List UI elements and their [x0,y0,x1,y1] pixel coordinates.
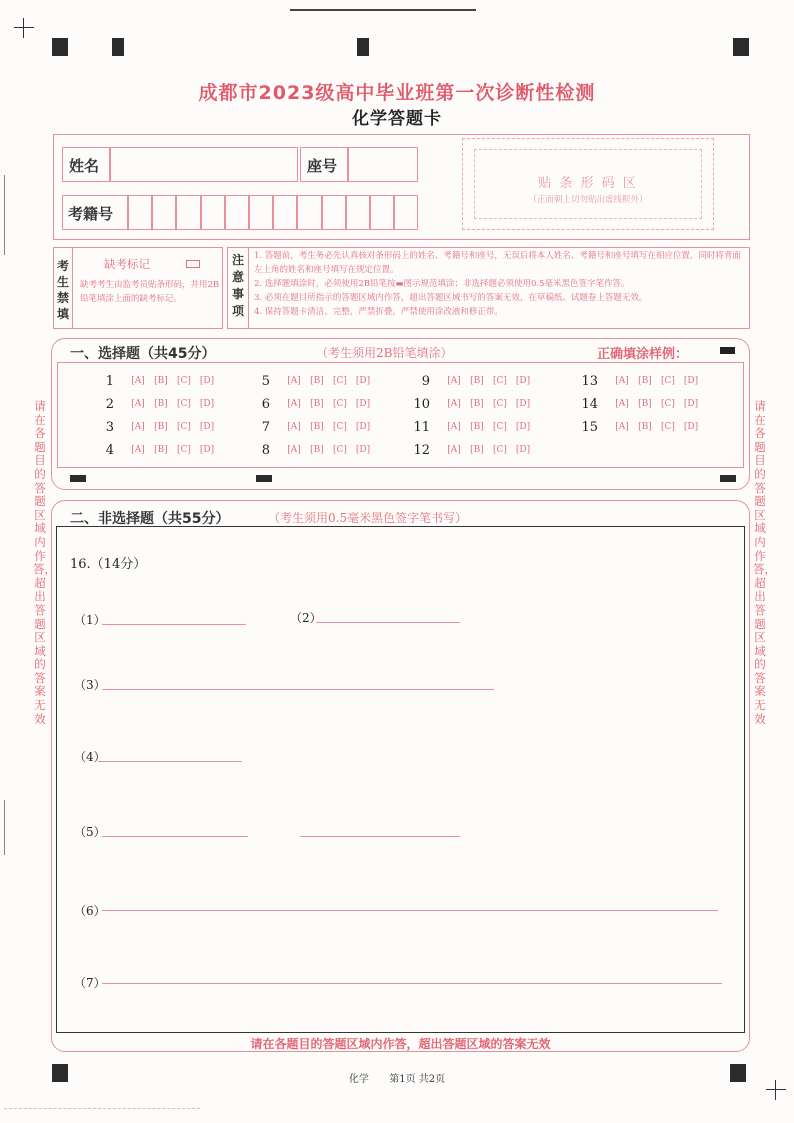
option-bubble[interactable]: [D] [355,445,371,455]
exam-id-digit-cell[interactable] [273,195,297,230]
question-number: 11 [413,420,430,435]
option-bubble[interactable]: [C] [333,445,347,455]
side-warning-right: 请在各题目的答题区域内作答，超出答题区域的答案无效 [753,399,776,726]
q16-part-7-line[interactable] [102,983,722,984]
option-bubble[interactable]: [D] [355,399,371,409]
option-bubble[interactable]: [D] [199,376,215,386]
question-number: 12 [413,443,430,458]
option-bubble[interactable]: [C] [333,399,347,409]
absent-side-label: 考生禁填 [56,259,69,321]
option-bubble[interactable]: [A] [615,399,629,409]
question-number: 13 [581,374,598,389]
side-warning-left: 请在各题目的答题区域内作答，超出答题区域的答案无效 [33,399,56,726]
section1-note: （考生须用2B铅笔填涂） [316,346,453,360]
option-bubble[interactable]: [C] [333,376,347,386]
question-number: 9 [421,374,430,389]
option-bubble[interactable]: [B] [310,399,324,409]
exam-title: 成都市2023级高中毕业班第一次诊断性检测 [198,82,596,104]
option-bubble[interactable]: [A] [287,376,301,386]
top-rule [290,9,476,11]
option-bubble[interactable]: [A] [287,445,301,455]
name-label: 姓名 [69,157,100,175]
exam-id-digit-cell[interactable] [152,195,176,230]
exam-id-digit-cell[interactable] [394,195,418,230]
option-bubble[interactable]: [B] [638,422,652,432]
seat-field[interactable] [348,147,418,182]
q16-part-5-label: （5） [74,825,106,839]
q16-part-2-line[interactable] [316,622,460,623]
exam-id-digit-cell[interactable] [297,195,321,230]
option-bubble[interactable]: [D] [199,399,215,409]
section2-note: （考生须用0.5毫米黑色签字笔书写） [268,511,468,525]
name-field[interactable] [110,147,298,182]
exam-id-digit-cell[interactable] [322,195,346,230]
section2-title: 二、非选择题（共55分） [70,511,230,527]
option-bubble[interactable]: [C] [661,376,675,386]
option-bubble[interactable]: [C] [177,376,191,386]
card-subtitle: 化学答题卡 [352,109,442,129]
option-bubble[interactable]: [A] [287,399,301,409]
question-number: 15 [581,420,598,435]
option-bubble[interactable]: [C] [177,445,191,455]
option-bubble[interactable]: [A] [447,445,461,455]
q16-part-3-label: （3） [74,678,106,692]
option-bubble[interactable]: [C] [333,422,347,432]
option-bubble[interactable]: [D] [355,376,371,386]
position-mark [720,475,736,482]
footer-subject: 化学 [348,1074,369,1085]
seat-label: 座号 [307,157,338,175]
bottom-warning: 请在各题目的答题区域内作答，超出答题区域的答案无效 [250,1037,551,1051]
option-bubble[interactable]: [C] [493,376,507,386]
option-bubble[interactable]: [D] [515,376,531,386]
option-bubble[interactable]: [A] [131,399,145,409]
option-bubble[interactable]: [B] [310,376,324,386]
option-bubble[interactable]: [C] [177,399,191,409]
q16-part-4-line[interactable] [98,761,242,762]
question-number: 7 [261,420,270,435]
option-bubble[interactable]: [C] [661,399,675,409]
option-bubble[interactable]: [B] [310,422,324,432]
position-mark [70,475,86,482]
q16-part-1-label: （1） [74,613,106,627]
option-bubble[interactable]: [A] [131,376,145,386]
exam-id-digit-cell[interactable] [176,195,200,230]
question-number: 2 [105,397,114,412]
option-bubble[interactable]: [C] [493,445,507,455]
option-bubble[interactable]: [B] [154,422,168,432]
option-bubble[interactable]: [D] [515,399,531,409]
option-bubble[interactable]: [A] [447,376,461,386]
option-bubble[interactable]: [A] [447,422,461,432]
exam-id-digit-cell[interactable] [128,195,152,230]
option-bubble[interactable]: [B] [638,399,652,409]
question-number: 5 [261,374,270,389]
exam-id-digit-cell[interactable] [249,195,273,230]
option-bubble[interactable]: [A] [287,422,301,432]
barcode-title: 贴 条 形 码 区 [538,176,638,191]
option-bubble[interactable]: [D] [199,422,215,432]
option-bubble[interactable]: [D] [199,445,215,455]
notice-side-label: 注意事项 [231,253,244,318]
option-bubble[interactable]: [D] [355,422,371,432]
option-bubble[interactable]: [B] [470,422,484,432]
option-bubble[interactable]: [B] [470,399,484,409]
option-bubble[interactable]: [C] [493,422,507,432]
option-bubble[interactable]: [B] [154,399,168,409]
q16-part-5-line-a[interactable] [102,836,248,837]
option-bubble[interactable]: [B] [470,445,484,455]
option-bubble[interactable]: [B] [310,445,324,455]
q16-part-5-line-b[interactable] [300,836,460,837]
fill-sample-label: 正确填涂样例： [597,347,689,362]
exam-id-digit-cell[interactable] [346,195,370,230]
footer [0,1070,794,1085]
option-bubble[interactable]: [B] [638,376,652,386]
section1-title: 一、选择题（共45分） [70,346,216,362]
question-number: 4 [105,443,114,458]
absent-mark-text: 缺考考生由监考员贴条形码，并用2B铅笔填涂上面的缺考标记。 [80,280,220,304]
q16-part-2-label: （2） [290,611,322,625]
question-number: 10 [413,397,430,412]
option-bubble[interactable]: [C] [661,422,675,432]
option-bubble[interactable]: [C] [177,422,191,432]
notice-item: 3. 必须在题目所指示的答题区域内作答，超出答题区域书写的答案无效，在草稿纸、试题卷上答题无效。 [254,293,648,303]
q16-part-4-label: （4） [74,750,106,764]
option-bubble[interactable]: [A] [131,445,145,455]
absent-mark-box[interactable] [186,260,200,268]
left-edge-rule [4,800,5,855]
answer-area[interactable] [56,526,745,1033]
option-bubble[interactable]: [D] [683,399,699,409]
footer-page: 第1页 共2页 [389,1074,446,1085]
q16-part-1-line[interactable] [102,624,246,625]
bottom-cut-line [4,1108,200,1109]
notice-item: 1. 答题前，考生务必先认真核对条形码上的姓名、考籍号和座号，无误后将本人姓名、考籍号和座号填写在相应位置，同时将背面左上角的姓名和座号填写在规定位置。 [254,251,741,275]
exam-id-label: 考籍号 [68,205,114,223]
option-bubble[interactable]: [D] [515,422,531,432]
question-number: 6 [261,397,270,412]
option-bubble[interactable]: [A] [615,376,629,386]
option-bubble[interactable]: [A] [447,399,461,409]
q16-part-3-line[interactable] [102,689,494,690]
option-bubble[interactable]: [D] [683,376,699,386]
exam-id-digit-cell[interactable] [370,195,394,230]
position-mark [357,38,369,56]
q16-part-7-label: （7） [74,976,106,990]
option-bubble[interactable]: [C] [493,399,507,409]
q16-heading: 16.（14分） [70,557,147,572]
option-bubble[interactable]: [B] [154,445,168,455]
option-bubble[interactable]: [B] [154,376,168,386]
exam-id-digit-cell[interactable] [201,195,225,230]
position-mark [733,38,749,56]
position-mark [256,475,272,482]
notice-list [254,249,748,319]
barcode-note: （正面朝上切勿贴出虚线框外） [528,195,648,205]
question-number: 8 [261,443,270,458]
fill-sample-mark [720,347,735,354]
question-number: 1 [105,374,114,389]
question-number: 3 [105,420,114,435]
option-bubble[interactable]: [A] [131,422,145,432]
notice-item: 2. 选择题填涂时，必须使用2B铅笔按▬图示规范填涂；非选择题必须使用0.5毫米黑色签字笔作答。 [254,279,630,289]
notice-item: 4. 保持答题卡清洁、完整，严禁折叠，严禁使用涂改液和修正带。 [254,307,503,317]
question-number: 14 [581,397,598,412]
left-edge-rule [4,175,5,255]
absent-mark-title: 缺考标记 [104,257,150,271]
position-mark [112,38,124,56]
option-bubble[interactable]: [D] [515,445,531,455]
option-bubble[interactable]: [B] [470,376,484,386]
crop-mark-top-left [14,18,34,38]
q16-part-6-label: （6） [74,904,106,918]
q16-part-6-line[interactable] [102,910,718,911]
position-mark [52,38,68,56]
option-bubble[interactable]: [A] [615,422,629,432]
exam-id-digit-cell[interactable] [225,195,249,230]
option-bubble[interactable]: [D] [683,422,699,432]
